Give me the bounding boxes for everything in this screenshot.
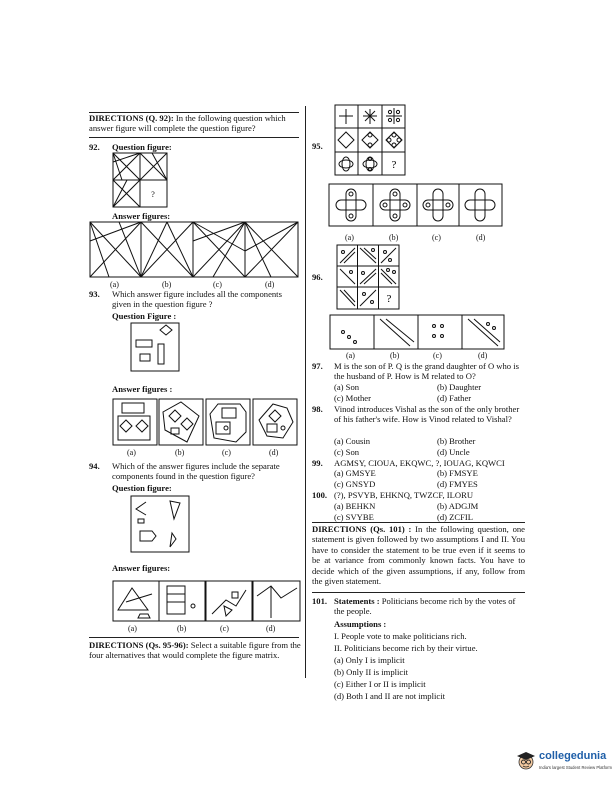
q99-option-b[interactable]: (b) FMSYE — [437, 468, 478, 478]
directions-101 — [312, 524, 525, 587]
q96-option-a-figure — [330, 315, 374, 349]
q92-answer-label: Answer figures: — [112, 211, 171, 221]
q94-option-a[interactable]: (a) — [128, 624, 137, 633]
q94-option-d[interactable]: (d) — [266, 624, 276, 633]
q94-option-d-figure — [253, 581, 300, 621]
q94-text: Which of the answer figures include the separate components found in the question figure? — [112, 461, 280, 482]
q101-number: 101. — [312, 596, 328, 606]
q94-question-figure — [130, 495, 190, 553]
directions-92-title: DIRECTIONS (Q. 92): — [89, 113, 174, 123]
q101-option-b[interactable]: (b) Only II is implicit — [334, 667, 408, 677]
q94-question-label: Question figure: — [112, 483, 172, 493]
q96-option-a[interactable]: (a) — [346, 351, 355, 360]
q101-statement-label: Statements : — [334, 596, 380, 606]
column-divider — [305, 106, 306, 678]
q92-qmark: ? — [151, 190, 155, 199]
q96-number: 96. — [312, 272, 323, 282]
q95-option-a[interactable]: (a) — [345, 233, 354, 242]
q94-option-b[interactable]: (b) — [177, 624, 187, 633]
logo-name: collegedunia — [539, 750, 607, 762]
q92-question-label: Question figure: — [112, 142, 172, 152]
q93-option-b-figure — [159, 399, 203, 445]
q92-option-b[interactable]: (b) — [162, 280, 172, 289]
collegedunia-logo[interactable] — [515, 748, 611, 776]
directions-101-top-rule — [312, 522, 525, 523]
directions-95-96 — [89, 640, 301, 661]
q99-text: AGMSY, CIOUA, EKQWC, ?, IOUAG, KQWCI — [334, 458, 505, 468]
q93-option-d-figure — [253, 399, 297, 445]
q100-option-c[interactable]: (c) SVYBE — [334, 512, 374, 522]
q95-option-b[interactable]: (b) — [389, 233, 399, 242]
q93-number: 93. — [89, 289, 100, 299]
q101-assumptions-label: Assumptions : — [334, 619, 387, 629]
q92-option-d-figure — [245, 222, 298, 277]
q93-option-d[interactable]: (d) — [269, 448, 279, 457]
q96-option-d[interactable]: (d) — [478, 351, 488, 360]
q95-option-c-figure — [417, 184, 459, 226]
q94-answer-figures — [112, 580, 302, 622]
q97-option-b[interactable]: (b) Daughter — [437, 382, 482, 392]
q92-question-figure — [112, 152, 168, 208]
q95-question-matrix — [334, 104, 406, 176]
graduate-avatar-icon — [515, 750, 537, 772]
q96-option-d-figure — [462, 315, 504, 349]
q93-option-c[interactable]: (c) — [222, 448, 231, 457]
q97-option-a[interactable]: (a) Son — [334, 382, 360, 392]
directions-9596-rule — [89, 637, 299, 638]
q92-option-a-figure — [90, 222, 141, 277]
directions-92-text: In the following question which answer figure will complete the question figure? — [89, 113, 286, 134]
q93-question-figure — [130, 322, 180, 372]
q92-number: 92. — [89, 142, 100, 152]
q101-option-c[interactable]: (c) Either I or II is implicit — [334, 679, 426, 689]
q93-option-c-figure — [206, 399, 250, 445]
q101-statement — [334, 596, 524, 617]
directions-101-title: DIRECTIONS (Qs. 101) : — [312, 524, 412, 534]
q98-option-a[interactable]: (a) Cousin — [334, 436, 371, 446]
q101-option-d[interactable]: (d) Both I and II are not implicit — [334, 691, 445, 701]
q99-option-d[interactable]: (d) FMYES — [437, 479, 478, 489]
q96-question-matrix — [336, 244, 400, 310]
q95-option-a-figure — [329, 184, 373, 226]
q92-option-c-figure — [193, 222, 245, 277]
q96-answer-figures — [329, 314, 505, 350]
q95-option-d-figure — [459, 184, 502, 226]
q94-option-c-figure — [206, 581, 252, 621]
q93-option-a[interactable]: (a) — [127, 448, 136, 457]
q100-option-a[interactable]: (a) BEHKN — [334, 501, 376, 511]
q93-answer-figures — [112, 398, 300, 446]
q94-option-b-figure — [159, 581, 205, 621]
q94-option-a-figure — [113, 581, 159, 621]
q95-number: 95. — [312, 141, 323, 151]
q98-option-b[interactable]: (b) Brother — [437, 436, 476, 446]
logo-tagline: India's largest Student Review Platform — [539, 765, 612, 770]
q99-option-c[interactable]: (c) GNSYD — [334, 479, 376, 489]
q100-number: 100. — [312, 490, 328, 500]
directions-9596-text: Select a suitable figure from the four alternatives that would complete the figure matrix. — [89, 640, 301, 661]
q92-answer-figures — [89, 221, 299, 278]
q99-option-a[interactable]: (a) GMSYE — [334, 468, 376, 478]
q97-number: 97. — [312, 361, 323, 371]
q95-qmark: ? — [391, 159, 397, 171]
directions-101-text: In the following question, one statement is given followed by two assumptions I and II. You have to consider the statement to be true even if it seems to be at variance from commonly known facts. You have to decide which of the given assumptions, if any, follow from the given statement. — [312, 524, 525, 587]
q98-number: 98. — [312, 404, 323, 414]
q93-answer-label: Answer figures : — [112, 384, 173, 394]
q100-option-d[interactable]: (d) ZCFIL — [437, 512, 474, 522]
q99-number: 99. — [312, 458, 323, 468]
q97-option-d[interactable]: (d) Father — [437, 393, 472, 403]
q100-option-b[interactable]: (b) ADGJM — [437, 501, 479, 511]
q96-option-b[interactable]: (b) — [390, 351, 400, 360]
q96-option-c-figure — [418, 315, 462, 349]
q98-text: Vinod introduces Vishal as the son of the only brother of his father's wife. How is Vinod related to Vishal? — [334, 404, 520, 425]
q95-option-d[interactable]: (d) — [476, 233, 486, 242]
q97-option-c[interactable]: (c) Mother — [334, 393, 371, 403]
q94-answer-label: Answer figures: — [112, 563, 171, 573]
q100-text: (?), PSVYB, EHKNQ, TWZCF, ILORU — [334, 490, 474, 500]
q98-option-d[interactable]: (d) Uncle — [437, 447, 470, 457]
q101-assumption-1: I. People vote to make politicians rich. — [334, 631, 467, 641]
q101-statement-text: Politicians become rich by the votes of the people. — [334, 596, 516, 617]
q92-option-c[interactable]: (c) — [213, 280, 222, 289]
q94-number: 94. — [89, 461, 100, 471]
q92-option-d[interactable]: (d) — [265, 280, 275, 289]
q96-option-b-figure — [374, 315, 418, 349]
directions-92-rule — [89, 137, 299, 138]
directions-9596-title: DIRECTIONS (Qs. 95-96): — [89, 640, 189, 650]
q98-option-c[interactable]: (c) Son — [334, 447, 360, 457]
q96-option-c[interactable]: (c) — [433, 351, 442, 360]
q94-option-c[interactable]: (c) — [220, 624, 229, 633]
q97-text: M is the son of P. Q is the grand daughter of O who is the husband of P. How is M related to O? — [334, 361, 519, 382]
q92-option-b-figure — [141, 222, 193, 277]
q96-qmark: ? — [386, 293, 392, 305]
q93-text: Which answer figure includes all the components given in the question figure ? — [112, 289, 282, 310]
q93-question-label: Question Figure : — [112, 311, 177, 321]
q93-option-a-figure — [113, 399, 157, 445]
directions-101-bottom-rule — [312, 592, 525, 593]
q101-option-a[interactable]: (a) Only I is implicit — [334, 655, 405, 665]
q93-option-b[interactable]: (b) — [175, 448, 185, 457]
q95-option-b-figure — [373, 184, 417, 226]
directions-92 — [89, 113, 301, 134]
q95-answer-figures — [328, 183, 503, 227]
q95-option-c[interactable]: (c) — [432, 233, 441, 242]
q92-option-a[interactable]: (a) — [110, 280, 119, 289]
q101-assumption-2: II. Politicians become rich by their virtue. — [334, 643, 478, 653]
